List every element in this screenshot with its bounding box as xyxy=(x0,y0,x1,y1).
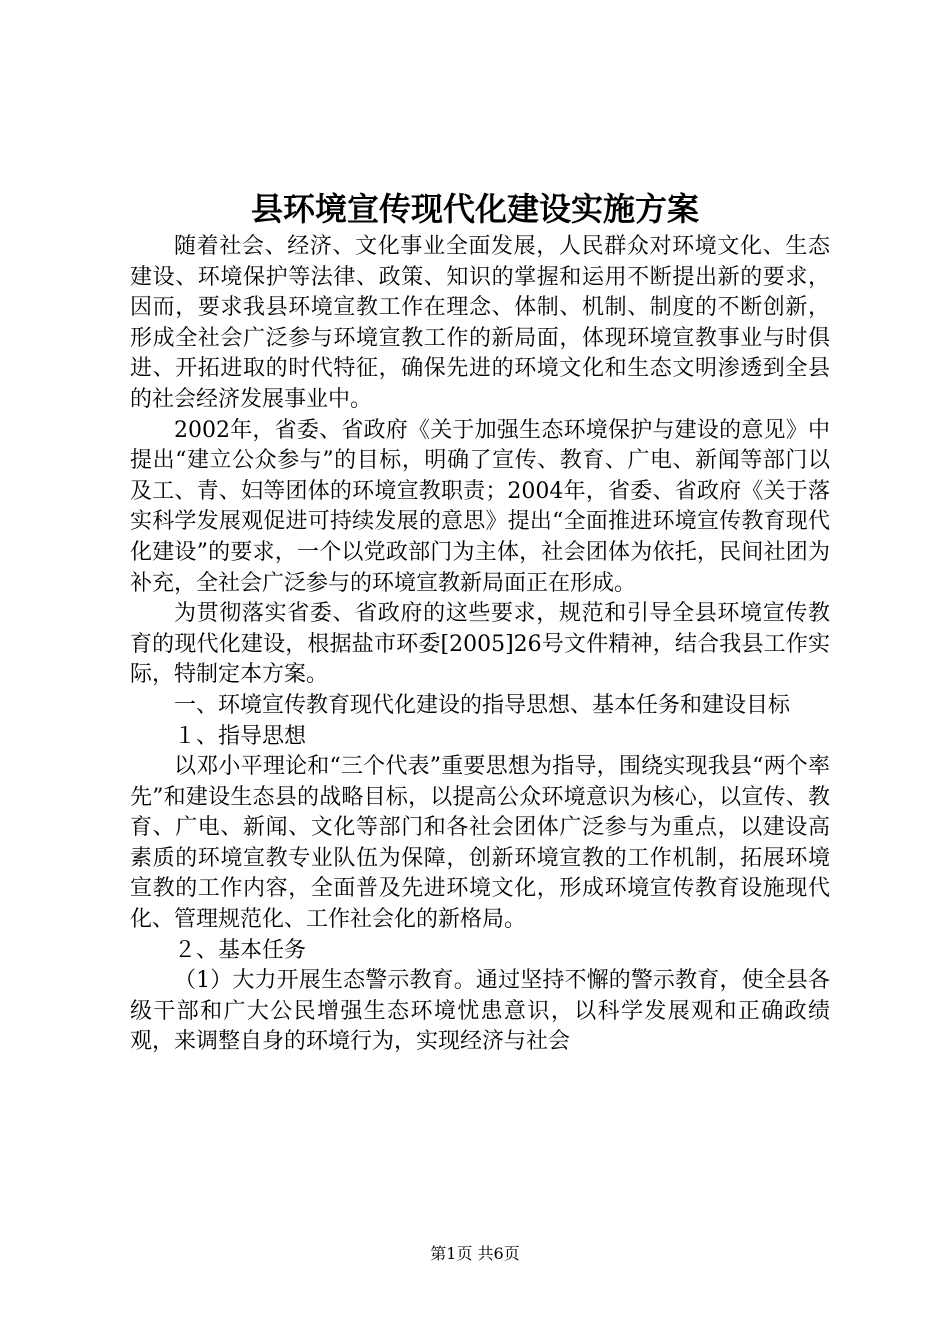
document-body xyxy=(130,232,830,1058)
subsection-heading-guiding-thought: １、指导思想 xyxy=(174,723,307,749)
document-title: 县环境宣传现代化建设实施方案 xyxy=(250,190,699,228)
paragraph-purpose: 为贯彻落实省委、省政府的这些要求，规范和引导全县环境宣传教育的现代化建设，根据盐市环委[2005]26号文件精神，结合我县工作实际，特制定本方案。 xyxy=(130,601,830,688)
paragraph-guiding-thought: 以邓小平理论和“三个代表”重要思想为指导，围绕实现我县“两个率先”和建设生态县的战略目标，以提高公众环境意识为核心，以宣传、教育、广电、新闻、文化等部门和各社会团体广泛参与为重点，以建设高素质的环境宣教专业队伍为保障，创新环境宣教的工作机制，拓展环境宣教的工作内容，全面普及先进环境文化，形成环境宣传教育设施现代化、管理规范化、工作社会化的新格局。 xyxy=(130,754,830,933)
section-heading-1: 一、环境宣传教育现代化建设的指导思想、基本任务和建设目标 xyxy=(174,692,791,718)
subsection-heading-basic-tasks: ２、基本任务 xyxy=(174,937,307,963)
page-footer: 第1页 共6页 xyxy=(430,1244,520,1263)
paragraph-intro: 随着社会、经济、文化事业全面发展，人民群众对环境文化、生态建设、环境保护等法律、政策、知识的掌握和运用不断提出新的要求，因而，要求我县环境宣教工作在理念、体制、机制、制度的不断创新，形成全社会广泛参与环境宣教工作的新局面，体现环境宣教事业与时俱进、开拓进取的时代特征，确保先进的环境文化和生态文明渗透到全县的社会经济发展事业中。 xyxy=(130,234,830,412)
paragraph-task-1: （1）大力开展生态警示教育。通过坚持不懈的警示教育，使全县各级干部和广大公民增强生态环境忧患意识，以科学发展观和正确政绩观，来调整自身的环境行为，实现经济与社会 xyxy=(130,968,830,1055)
paragraph-background: 2002年，省委、省政府《关于加强生态环境保护与建设的意见》中提出“建立公众参与”的目标，明确了宣传、教育、广电、新闻等部门以及工、青、妇等团体的环境宣教职责；2004年，省委、省政府《关于落实科学发展观促进可持续发展的意思》提出“全面推进环境宣传教育现代化建设”的要求，一个以党政部门为主体，社会团体为依托，民间社团为补充，全社会广泛参与的环境宣教新局面正在形成。 xyxy=(130,417,830,596)
